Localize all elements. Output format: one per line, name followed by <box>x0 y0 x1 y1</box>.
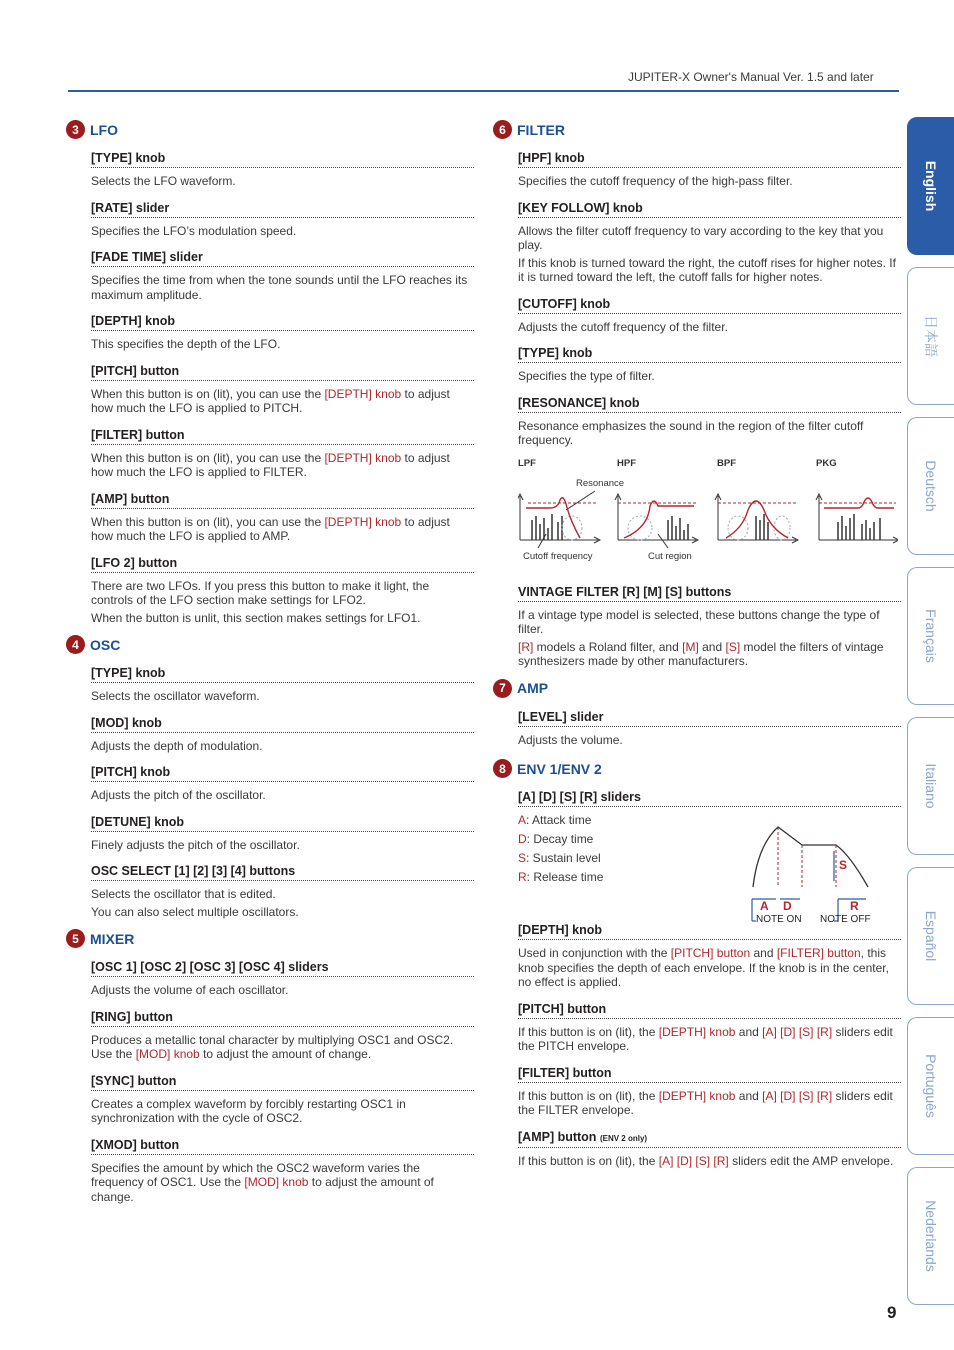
item-body: This specifies the depth of the LFO. <box>91 337 281 351</box>
item-heading: [CUTOFF] knob <box>518 297 901 314</box>
legend-attack <box>518 811 603 830</box>
tab-label: Español <box>923 910 939 962</box>
section-number: 6 <box>493 120 512 139</box>
item-body: Resonance emphasizes the sound in the region of the filter cutoff frequency. <box>518 418 864 447</box>
cross-reference: [DEPTH] knob <box>324 450 402 465</box>
tab-label: Nederlands <box>923 1200 939 1272</box>
amp-level <box>518 710 901 748</box>
page-number: 9 <box>887 1303 897 1322</box>
text-run: If this button is on (lit), the <box>518 1153 659 1168</box>
lfo-rate <box>91 201 474 239</box>
lfo-filter <box>91 428 474 480</box>
item-body <box>91 579 474 626</box>
section-mixer <box>66 929 474 948</box>
env-depth <box>518 923 901 990</box>
cross-reference: [DEPTH] knob <box>658 1088 736 1103</box>
item-body: Specifies the LFO’s modulation speed. <box>91 223 297 238</box>
item-heading: [DEPTH] knob <box>518 923 901 940</box>
item-heading: [PITCH] knob <box>91 765 474 782</box>
item-body <box>518 946 901 990</box>
item-heading: [TYPE] knob <box>91 666 474 683</box>
filter-type-label: HPF <box>617 457 636 469</box>
item-body <box>518 1154 901 1169</box>
cut-region-label: Cut region <box>648 550 692 562</box>
item-heading: [HPF] knob <box>518 151 901 168</box>
osc-pitch <box>91 765 474 803</box>
cross-reference: [A] [D] [S] [R] <box>762 1024 833 1039</box>
item-body: Selects the LFO waveform. <box>91 174 236 188</box>
text-run: to adjust how much the LFO is applied to FILTER. <box>91 450 450 479</box>
mixer-sync <box>91 1074 474 1126</box>
text-run: When this button is on (lit), you can use the <box>91 450 325 465</box>
section-title: FILTER <box>517 121 565 138</box>
item-body <box>518 224 901 285</box>
filter-type <box>518 346 901 384</box>
filter-type-label: BPF <box>717 457 736 469</box>
text-run: , this knob specifies the depth of each envelope. If the knob is in the center, no effect is applied. <box>518 946 889 989</box>
item-heading: [A] [D] [S] [R] sliders <box>518 790 901 807</box>
section-number: 7 <box>493 679 512 698</box>
envelope-s-label: S <box>839 858 848 872</box>
text-run: and <box>735 1088 763 1103</box>
env-adsr <box>518 790 901 807</box>
tab-english[interactable] <box>907 117 954 255</box>
legend-text: : Attack time <box>526 813 592 827</box>
note-on-label: NOTE ON <box>756 914 802 925</box>
item-body: Adjusts the pitch of the oscillator. <box>91 788 266 802</box>
text-run: sliders edit the PITCH envelope. <box>518 1024 893 1053</box>
item-heading: [TYPE] knob <box>518 346 901 363</box>
paragraph <box>518 640 901 669</box>
legend-key: S <box>518 851 527 865</box>
item-body: Adjusts the volume. <box>518 732 623 747</box>
section-title: MIXER <box>90 930 135 947</box>
tab-nederlands[interactable] <box>907 1167 954 1305</box>
legend-key: D <box>518 832 527 846</box>
item-body: Creates a complex waveform by forcibly restarting OSC1 in synchronization with the cycle of OSC2. <box>91 1096 406 1125</box>
section-title: OSC <box>90 636 121 653</box>
cross-reference: [A] [D] [S] [R] <box>762 1088 833 1103</box>
filter-resonance <box>518 396 901 448</box>
item-body <box>518 1089 901 1118</box>
cross-reference: [MOD] knob <box>244 1175 309 1189</box>
legend-release <box>518 868 603 887</box>
item-heading: [FILTER] button <box>518 1066 901 1083</box>
text-run: When this button is on (lit), you can use the <box>91 514 325 529</box>
osc-select <box>91 864 474 919</box>
paragraph: If this knob is turned toward the right, the cutoff rises for higher notes. If it is turned toward the left, the cutoff falls for higher notes. <box>518 255 896 284</box>
mixer-osc <box>91 960 474 998</box>
tab-label: Italiano <box>923 763 939 809</box>
cross-reference: [PITCH] button <box>670 946 751 960</box>
item-body: Adjusts the volume of each oscillator. <box>91 983 289 997</box>
cross-reference: [M] <box>682 639 699 654</box>
item-heading: [FADE TIME] slider <box>91 250 474 267</box>
item-body: Specifies the type of filter. <box>518 369 655 383</box>
item-body <box>91 1033 474 1062</box>
item-body <box>91 515 474 544</box>
item-heading: [SYNC] button <box>91 1074 474 1091</box>
lfo-amp <box>91 492 474 544</box>
item-heading: [RESONANCE] knob <box>518 396 901 413</box>
section-number: 3 <box>66 120 85 139</box>
item-heading: [PITCH] button <box>518 1002 901 1019</box>
text-run: sliders edit the FILTER envelope. <box>518 1088 893 1117</box>
lfo-lfo2 <box>91 556 474 626</box>
cross-reference: [S] <box>725 639 741 654</box>
paragraph: If a vintage type model is selected, these buttons change the type of filter. <box>518 607 880 636</box>
item-heading: [FILTER] button <box>91 428 474 445</box>
resonance-label: Resonance <box>576 477 625 489</box>
filter-curves <box>518 458 898 573</box>
text-run: Specifies the amount by which the OSC2 waveform varies the frequency of OSC1. Use the <box>91 1160 420 1189</box>
text-run: Produces a metallic tonal character by multiplying OSC1 and OSC2. Use the <box>91 1032 454 1061</box>
item-heading: OSC SELECT [1] [2] [3] [4] buttons <box>91 864 474 881</box>
item-body: Adjusts the cutoff frequency of the filter. <box>518 319 728 334</box>
section-title: LFO <box>90 121 118 138</box>
text-run: and <box>698 639 726 654</box>
env-adsr-block <box>518 811 901 925</box>
adsr-legend <box>518 811 603 887</box>
text-run: sliders edit the AMP envelope. <box>728 1153 894 1168</box>
item-body <box>91 887 474 919</box>
tab-francais[interactable] <box>907 567 954 705</box>
paragraph: There are two LFOs. If you press this button to make it light, the controls of the LFO section make settings for LFO2. <box>91 578 430 607</box>
text-run: to adjust the amount of change. <box>199 1047 372 1061</box>
lfo-type <box>91 151 474 189</box>
item-heading: [DETUNE] knob <box>91 815 474 832</box>
paragraph: You can also select multiple oscillators. <box>91 904 299 919</box>
osc-detune <box>91 815 474 853</box>
paragraph: Allows the filter cutoff frequency to vary according to the key that you play. <box>518 223 884 252</box>
text-run: When this button is on (lit), you can use the <box>91 386 325 401</box>
item-body <box>518 1025 901 1054</box>
filter-type-label: PKG <box>816 457 837 469</box>
tab-label: Français <box>923 609 939 663</box>
legend-key: R <box>518 870 527 884</box>
item-body: Adjusts the depth of modulation. <box>91 738 263 753</box>
env-amp <box>518 1130 901 1169</box>
paragraph: When the button is unlit, this section makes settings for LFO1. <box>91 610 421 625</box>
text-run: Used in conjunction with the <box>518 946 671 960</box>
item-heading: [RING] button <box>91 1010 474 1027</box>
text-run: and <box>750 946 777 960</box>
filter-cutoff <box>518 297 901 335</box>
tab-italiano[interactable] <box>907 717 954 855</box>
text-run: models a Roland filter, and <box>533 639 683 654</box>
header-title: JUPITER-X Owner's Manual Ver. 1.5 and later <box>628 70 874 84</box>
item-body: Selects the oscillator waveform. <box>91 689 260 703</box>
tab-portugues[interactable] <box>907 1017 954 1155</box>
item-body <box>91 451 474 480</box>
osc-mod <box>91 716 474 754</box>
lfo-pitch <box>91 364 474 416</box>
item-heading: [LEVEL] slider <box>518 710 901 727</box>
text-run: If this button is on (lit), the <box>518 1024 659 1039</box>
cross-reference: [A] [D] [S] [R] <box>658 1153 729 1168</box>
tab-label: English <box>923 160 939 212</box>
legend-text: : Sustain level <box>526 851 601 865</box>
text-run: to adjust the amount of change. <box>91 1175 434 1204</box>
paragraph: Selects the oscillator that is edited. <box>91 887 276 901</box>
item-heading: [LFO 2] button <box>91 556 474 573</box>
section-title: ENV 1/ENV 2 <box>517 760 602 777</box>
legend-sustain <box>518 849 603 868</box>
envelope-a-label: A <box>760 899 769 913</box>
cross-reference: [MOD] knob <box>135 1047 200 1061</box>
mixer-xmod <box>91 1138 474 1205</box>
section-number: 8 <box>493 759 512 778</box>
tab-label: Português <box>923 1054 939 1118</box>
cross-reference: [DEPTH] knob <box>324 514 402 529</box>
filter-type-diagram <box>518 458 898 573</box>
cross-reference: [R] <box>518 639 534 654</box>
cross-reference: [DEPTH] knob <box>658 1024 736 1039</box>
text-run: to adjust how much the LFO is applied to PITCH. <box>91 386 450 415</box>
cutoff-label: Cutoff frequency <box>523 550 593 562</box>
text-run: and <box>735 1024 763 1039</box>
text-run: to adjust how much the LFO is applied to AMP. <box>91 514 450 543</box>
lfo-depth <box>91 314 474 352</box>
item-heading: [PITCH] button <box>91 364 474 381</box>
osc-type <box>91 666 474 704</box>
filter-type-label: LPF <box>518 457 536 469</box>
env-filter <box>518 1066 901 1118</box>
section-number: 5 <box>66 929 85 948</box>
section-osc <box>66 635 474 654</box>
right-column <box>493 118 901 1168</box>
item-body <box>91 1161 474 1205</box>
item-heading: [RATE] slider <box>91 201 474 218</box>
cross-reference: [FILTER] button <box>776 946 861 960</box>
envelope-diagram <box>750 825 880 925</box>
tab-japanese[interactable] <box>907 267 954 405</box>
section-title: AMP <box>517 680 549 696</box>
envelope-r-label: R <box>850 899 859 913</box>
filter-vintage <box>518 585 901 669</box>
filter-key-follow <box>518 201 901 285</box>
legend-text: : Release time <box>526 870 604 884</box>
legend-decay <box>518 830 603 849</box>
item-heading: [MOD] knob <box>91 716 474 733</box>
tab-label: Deutsch <box>923 460 939 512</box>
item-body: Finely adjusts the pitch of the oscillator. <box>91 837 300 852</box>
legend-key: A <box>518 813 527 827</box>
section-amp <box>493 679 901 698</box>
tab-espanol[interactable] <box>907 867 954 1005</box>
item-body <box>518 608 901 669</box>
item-heading: [KEY FOLLOW] knob <box>518 201 901 218</box>
left-column <box>66 118 474 1204</box>
lfo-fade <box>91 250 474 302</box>
section-filter <box>493 120 901 139</box>
item-heading: [AMP] button <box>91 492 474 509</box>
mixer-ring <box>91 1010 474 1062</box>
item-heading: VINTAGE FILTER [R] [M] [S] buttons <box>518 585 901 602</box>
cross-reference: [DEPTH] knob <box>324 386 402 401</box>
legend-text: : Decay time <box>526 832 594 846</box>
section-env <box>493 759 901 778</box>
filter-hpf <box>518 151 901 189</box>
heading-note: (ENV 2 only) <box>599 1133 648 1143</box>
item-heading: [DEPTH] knob <box>91 314 474 331</box>
tab-label: 日本語 <box>923 315 939 357</box>
note-off-label: NOTE OFF <box>820 914 871 925</box>
section-number: 4 <box>66 635 85 654</box>
envelope-d-label: D <box>783 899 792 913</box>
heading-text: [AMP] button <box>518 1129 597 1144</box>
item-heading: [OSC 1] [OSC 2] [OSC 3] [OSC 4] sliders <box>91 960 474 977</box>
tab-deutsch[interactable] <box>907 417 954 555</box>
item-heading: [XMOD] button <box>91 1138 474 1155</box>
item-body: Specifies the cutoff frequency of the high-pass filter. <box>518 174 793 188</box>
item-heading: [TYPE] knob <box>91 151 474 168</box>
item-body: Specifies the time from when the tone sounds until the LFO reaches its maximum amplitude. <box>91 273 468 302</box>
env-pitch <box>518 1002 901 1054</box>
text-run: model the filters of vintage synthesizers made by other manufacturers. <box>518 639 884 668</box>
item-heading <box>518 1130 901 1148</box>
section-lfo <box>66 120 474 139</box>
header-rule <box>68 90 899 92</box>
text-run: If this button is on (lit), the <box>518 1088 659 1103</box>
item-body <box>91 387 474 416</box>
